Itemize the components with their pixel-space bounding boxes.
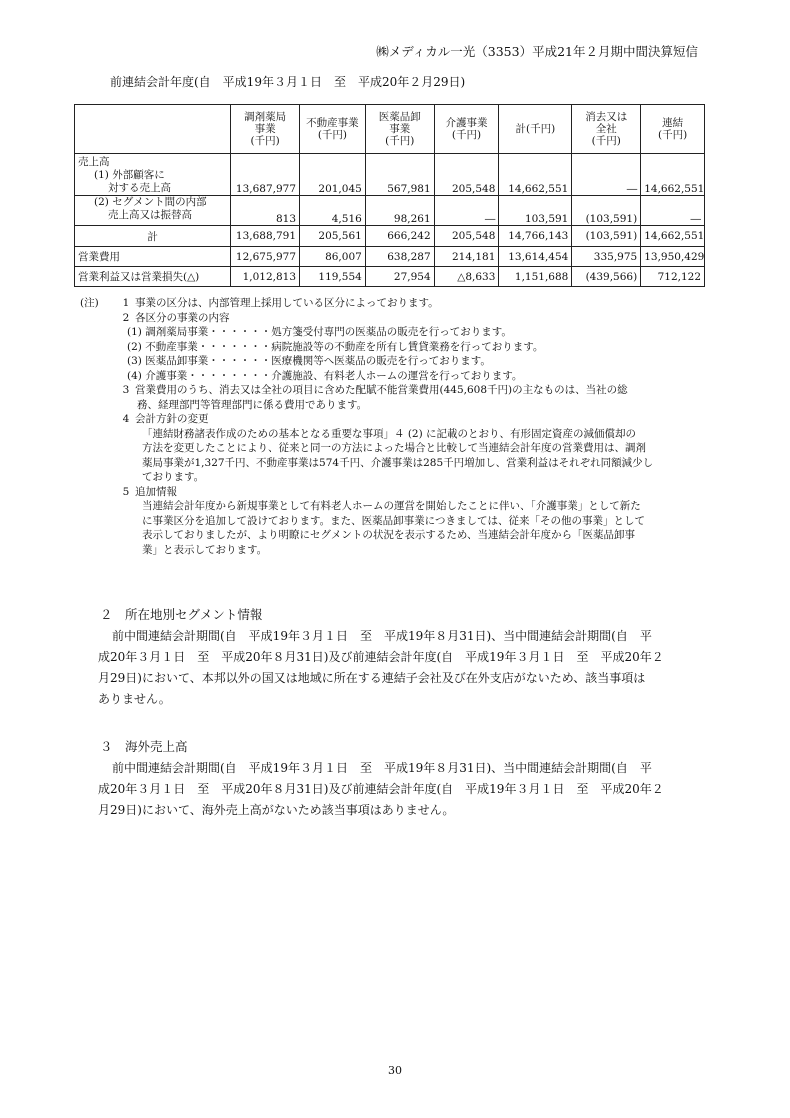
column-header-line: (千円) <box>250 135 280 147</box>
note-4-line: 薬局事業が1,327千円、不動産事業は574千円、介護事業は285千円増加し、営業利益はそれぞれ同額減少し <box>142 456 654 469</box>
column-header-line: 事業 <box>254 123 276 135</box>
table-cell: 14,766,143 <box>499 226 572 247</box>
column-header <box>300 105 366 154</box>
row-label-line1: (1) 外部顧客に <box>94 169 165 181</box>
table-cell: 13,614,454 <box>499 247 572 267</box>
table-cell: (103,591) <box>572 196 641 226</box>
period-label: 前連結会計年度(自 平成19年３月１日 至 平成20年２月29日) <box>110 75 466 89</box>
column-header-line: 計(千円) <box>515 123 556 135</box>
note-5-line: に事業区分を追加して設けております。また、医薬品卸事業につきましては、従来「その他の事業」として <box>142 514 645 527</box>
paragraph-line: 成20年３月１日 至 平成20年８月31日)及び前連結会計年度(自 平成19年３月１日 至 平成20年２ <box>98 782 664 796</box>
table-cell: 14,662,551 <box>641 226 705 247</box>
table-cell: 12,675,977 <box>231 247 300 267</box>
table-cell: (439,566) <box>572 267 641 287</box>
section-title: ２ 所在地別セグメント情報 <box>100 607 263 622</box>
segment-table <box>74 104 705 287</box>
row-label-line2: 対する売上高 <box>108 182 171 194</box>
table-cell: 813 <box>231 196 300 226</box>
table-cell: 205,548 <box>434 226 499 247</box>
note-number: 1 <box>122 297 130 309</box>
column-header <box>434 105 499 154</box>
sales-title: 売上高 <box>78 156 110 168</box>
note-2-item: (1) 調剤薬局事業・・・・・・処方箋受付専門の医薬品の販売を行っております。 <box>127 326 512 338</box>
row-label: 営業利益又は営業損失(△) <box>75 267 231 287</box>
table-cell: (103,591) <box>572 226 641 247</box>
column-header-line: (千円) <box>317 129 348 141</box>
note-number: 3 <box>122 384 130 396</box>
table-cell: ― <box>641 196 705 226</box>
table-cell: 119,554 <box>300 267 366 287</box>
column-header <box>365 105 434 154</box>
note-text: 営業費用のうち、消去又は全社の項目に含めた配賦不能営業費用(445,608千円)の主なものは、当社の総 <box>135 384 628 396</box>
column-header <box>499 105 572 154</box>
table-row <box>75 196 705 226</box>
note-5-line: 表示しておりましたが、より明瞭にセグメントの状況を表示するため、当連結会計年度から「医薬品卸事 <box>142 529 635 541</box>
column-header-line: 不動産事業 <box>306 117 359 129</box>
note-1 <box>80 296 720 311</box>
note-5 <box>80 485 720 500</box>
column-header-line: 全社 <box>595 123 617 135</box>
table-cell: 13,687,977 <box>231 154 300 196</box>
table-cell: 27,954 <box>365 267 434 287</box>
row-label: 計 <box>75 226 231 247</box>
column-header-line: 医薬品卸 <box>378 111 421 123</box>
table-row-expense <box>75 247 705 267</box>
column-header <box>572 105 641 154</box>
column-header-line: (千円) <box>451 129 482 141</box>
notes-label: (注) <box>80 297 99 309</box>
row-label-line2: 売上高又は振替高 <box>108 209 192 221</box>
table-cell: 638,287 <box>365 247 434 267</box>
table-cell: 205,548 <box>434 154 499 196</box>
note-2-item: (2) 不動産事業・・・・・・・病院施設等の不動産を所有し賃貸業務を行っております。 <box>127 340 544 353</box>
note-4-line: 「連結財務諸表作成のための基本となる重要な事項」４ (2) に記載のとおり、有形固定資産の減価償却の <box>142 427 637 440</box>
table-cell: 98,261 <box>365 196 434 226</box>
row-label <box>75 196 231 226</box>
column-header-line: 調剤薬局 <box>244 111 287 123</box>
column-header <box>231 105 300 154</box>
column-header-line: (千円) <box>591 135 621 147</box>
note-text-continued: 務、経理部門等管理部門に係る費用であります。 <box>137 398 368 411</box>
column-header-line: 連結 <box>662 117 684 129</box>
page-number: 30 <box>388 1064 402 1077</box>
table-cell: ― <box>434 196 499 226</box>
document-header: ㈱メディカル一光（3353）平成21年２月期中間決算短信 <box>376 44 698 59</box>
table-cell: 1,151,688 <box>499 267 572 287</box>
column-header-line: 事業 <box>389 123 411 135</box>
section-title: ３ 海外売上高 <box>100 739 188 754</box>
table-cell: 4,516 <box>300 196 366 226</box>
table-cell: ― <box>572 154 641 196</box>
table-cell: 1,012,813 <box>231 267 300 287</box>
table-cell: 86,007 <box>300 247 366 267</box>
table-header-row <box>75 105 705 154</box>
column-header-line: (千円) <box>658 129 688 141</box>
table-cell: 14,662,551 <box>641 154 705 196</box>
section-paragraph <box>98 758 716 821</box>
note-2-item: (3) 医薬品卸事業・・・・・・医療機関等へ医薬品の販売を行っております。 <box>127 355 491 367</box>
paragraph-line: 月29日)において、本邦以外の国又は地域に所在する連結子会社及び在外支店がないため、該当事項は <box>98 671 646 685</box>
column-header <box>641 105 705 154</box>
table-cell: 214,181 <box>434 247 499 267</box>
column-header-line: 介護事業 <box>445 117 488 129</box>
section-paragraph <box>98 626 716 710</box>
table-cell: 712,122 <box>641 267 705 287</box>
paragraph-line: 前中間連結会計期間(自 平成19年３月１日 至 平成19年８月31日)、当中間連結会計期間(自 平 <box>112 761 652 775</box>
paragraph-line: ありません。 <box>98 692 171 706</box>
table-row-total <box>75 226 705 247</box>
table-cell: 205,561 <box>300 226 366 247</box>
note-number: 5 <box>122 485 130 498</box>
note-text: 事業の区分は、内部管理上採用している区分によっております。 <box>135 297 439 309</box>
note-5-line: 当連結会計年度から新規事業として有料老人ホームの運営を開始したことに伴い、「介護事業」として新た <box>142 500 641 512</box>
table-cell: 567,981 <box>365 154 434 196</box>
row-label <box>75 154 231 196</box>
note-2 <box>80 311 720 326</box>
table-row <box>75 154 705 196</box>
row-label-line1: (2) セグメント間の内部 <box>94 196 207 208</box>
note-3 <box>80 383 720 398</box>
column-header-line: (千円) <box>385 135 415 147</box>
note-5-line: 業」と表示しております。 <box>142 543 268 556</box>
table-cell: 201,045 <box>300 154 366 196</box>
note-text: 各区分の事業の内容 <box>135 311 230 324</box>
paragraph-line: 前中間連結会計期間(自 平成19年３月１日 至 平成19年８月31日)、当中間連結会計期間(自 平 <box>112 629 652 643</box>
note-4 <box>80 412 720 427</box>
column-header-line: 消去又は <box>585 111 628 123</box>
table-cell: 666,242 <box>365 226 434 247</box>
paragraph-line: 月29日)において、海外売上高がないため該当事項はありません。 <box>98 803 455 817</box>
table-cell: 14,662,551 <box>499 154 572 196</box>
paragraph-line: 成20年３月１日 至 平成20年８月31日)及び前連結会計年度(自 平成19年３月１日 至 平成20年２ <box>98 650 664 664</box>
table-cell: 13,950,429 <box>641 247 705 267</box>
notes-block <box>80 296 720 557</box>
note-4-line: ております。 <box>142 471 205 483</box>
note-4-line: 方法を変更したことにより、従来と同一の方法によった場合と比較して当連結会計年度の営業費用は、調剤 <box>142 442 646 454</box>
table-row-profit <box>75 267 705 287</box>
table-cell: 335,975 <box>572 247 641 267</box>
table-cell: △8,633 <box>434 267 499 287</box>
note-text: 追加情報 <box>135 485 177 498</box>
table-cell: 103,591 <box>499 196 572 226</box>
note-2-item: (4) 介護事業・・・・・・・・介護施設、有料老人ホームの運営を行っております。 <box>127 369 523 382</box>
note-text: 会計方針の変更 <box>135 413 209 425</box>
table-cell: 13,688,791 <box>231 226 300 247</box>
column-header <box>75 105 231 154</box>
note-number: 2 <box>122 311 130 324</box>
row-label: 営業費用 <box>75 247 231 267</box>
note-number: 4 <box>122 413 130 425</box>
